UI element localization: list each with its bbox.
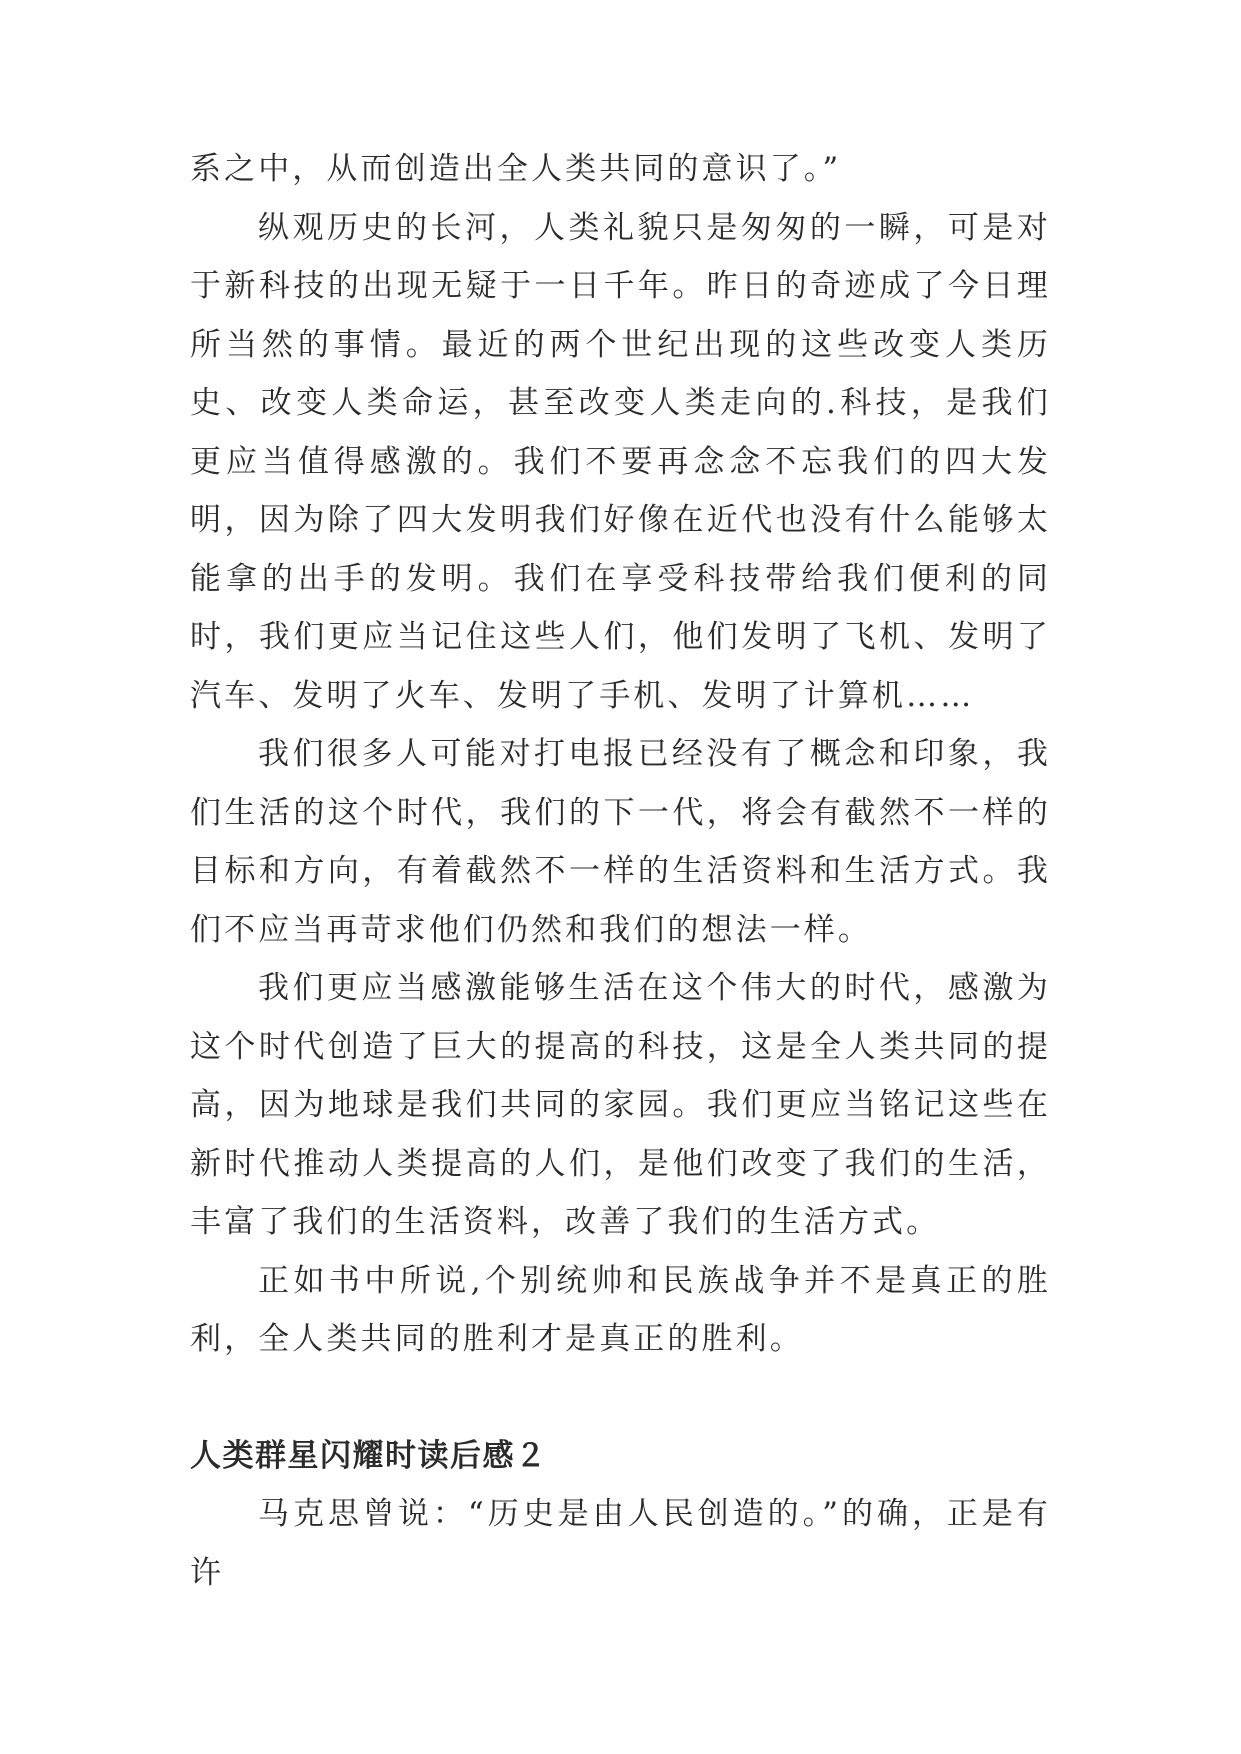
document-page <box>190 140 1051 1602</box>
section-heading: 人类群星闪耀时读后感２ <box>190 1437 548 1474</box>
paragraph-victory: 正如书中所说,个别统帅和民族战争并不是真正的胜利，全人类共同的胜利才是真正的胜利。 <box>190 1262 1051 1357</box>
paragraph-marx: 马克思曾说：“历史是由人民创造的。”的确，正是有许 <box>190 1496 1051 1591</box>
paragraph-continuation: 系之中，从而创造出全人类共同的意识了。” <box>190 151 842 187</box>
paragraph-history: 纵观历史的长河，人类礼貌只是匆匆的一瞬，可是对于新科技的出现无疑于一日千年。昨日的奇迹成了今日理所当然的事情。最近的两个世纪出现的这些改变人类历史、改变人类命运，甚至改变人类走向的.科技，是我们更应当值得感激的。我们不要再念念不忘我们的四大发明，因为除了四大发明我们好像在近代也没有什么能够太能拿的出手的发明。我们在享受科技带给我们便利的同时，我们更应当记住这些人们，他们发明了飞机、发明了汽车、发明了火车、发明了手机、发明了计算机…… <box>190 209 1051 714</box>
paragraph-gratitude: 我们更应当感激能够生活在这个伟大的时代，感激为这个时代创造了巨大的提高的科技，这是全人类共同的提高，因为地球是我们共同的家园。我们更应当铭记这些在新时代推动人类提高的人们，是他们改变了我们的生活，丰富了我们的生活资料，改善了我们的生活方式。 <box>190 970 1051 1240</box>
paragraph-telegraph: 我们很多人可能对打电报已经没有了概念和印象，我们生活的这个时代，我们的下一代，将会有截然不一样的目标和方向，有着截然不一样的生活资料和生活方式。我们不应当再苛求他们仍然和我们的想法一样。 <box>190 736 1051 948</box>
